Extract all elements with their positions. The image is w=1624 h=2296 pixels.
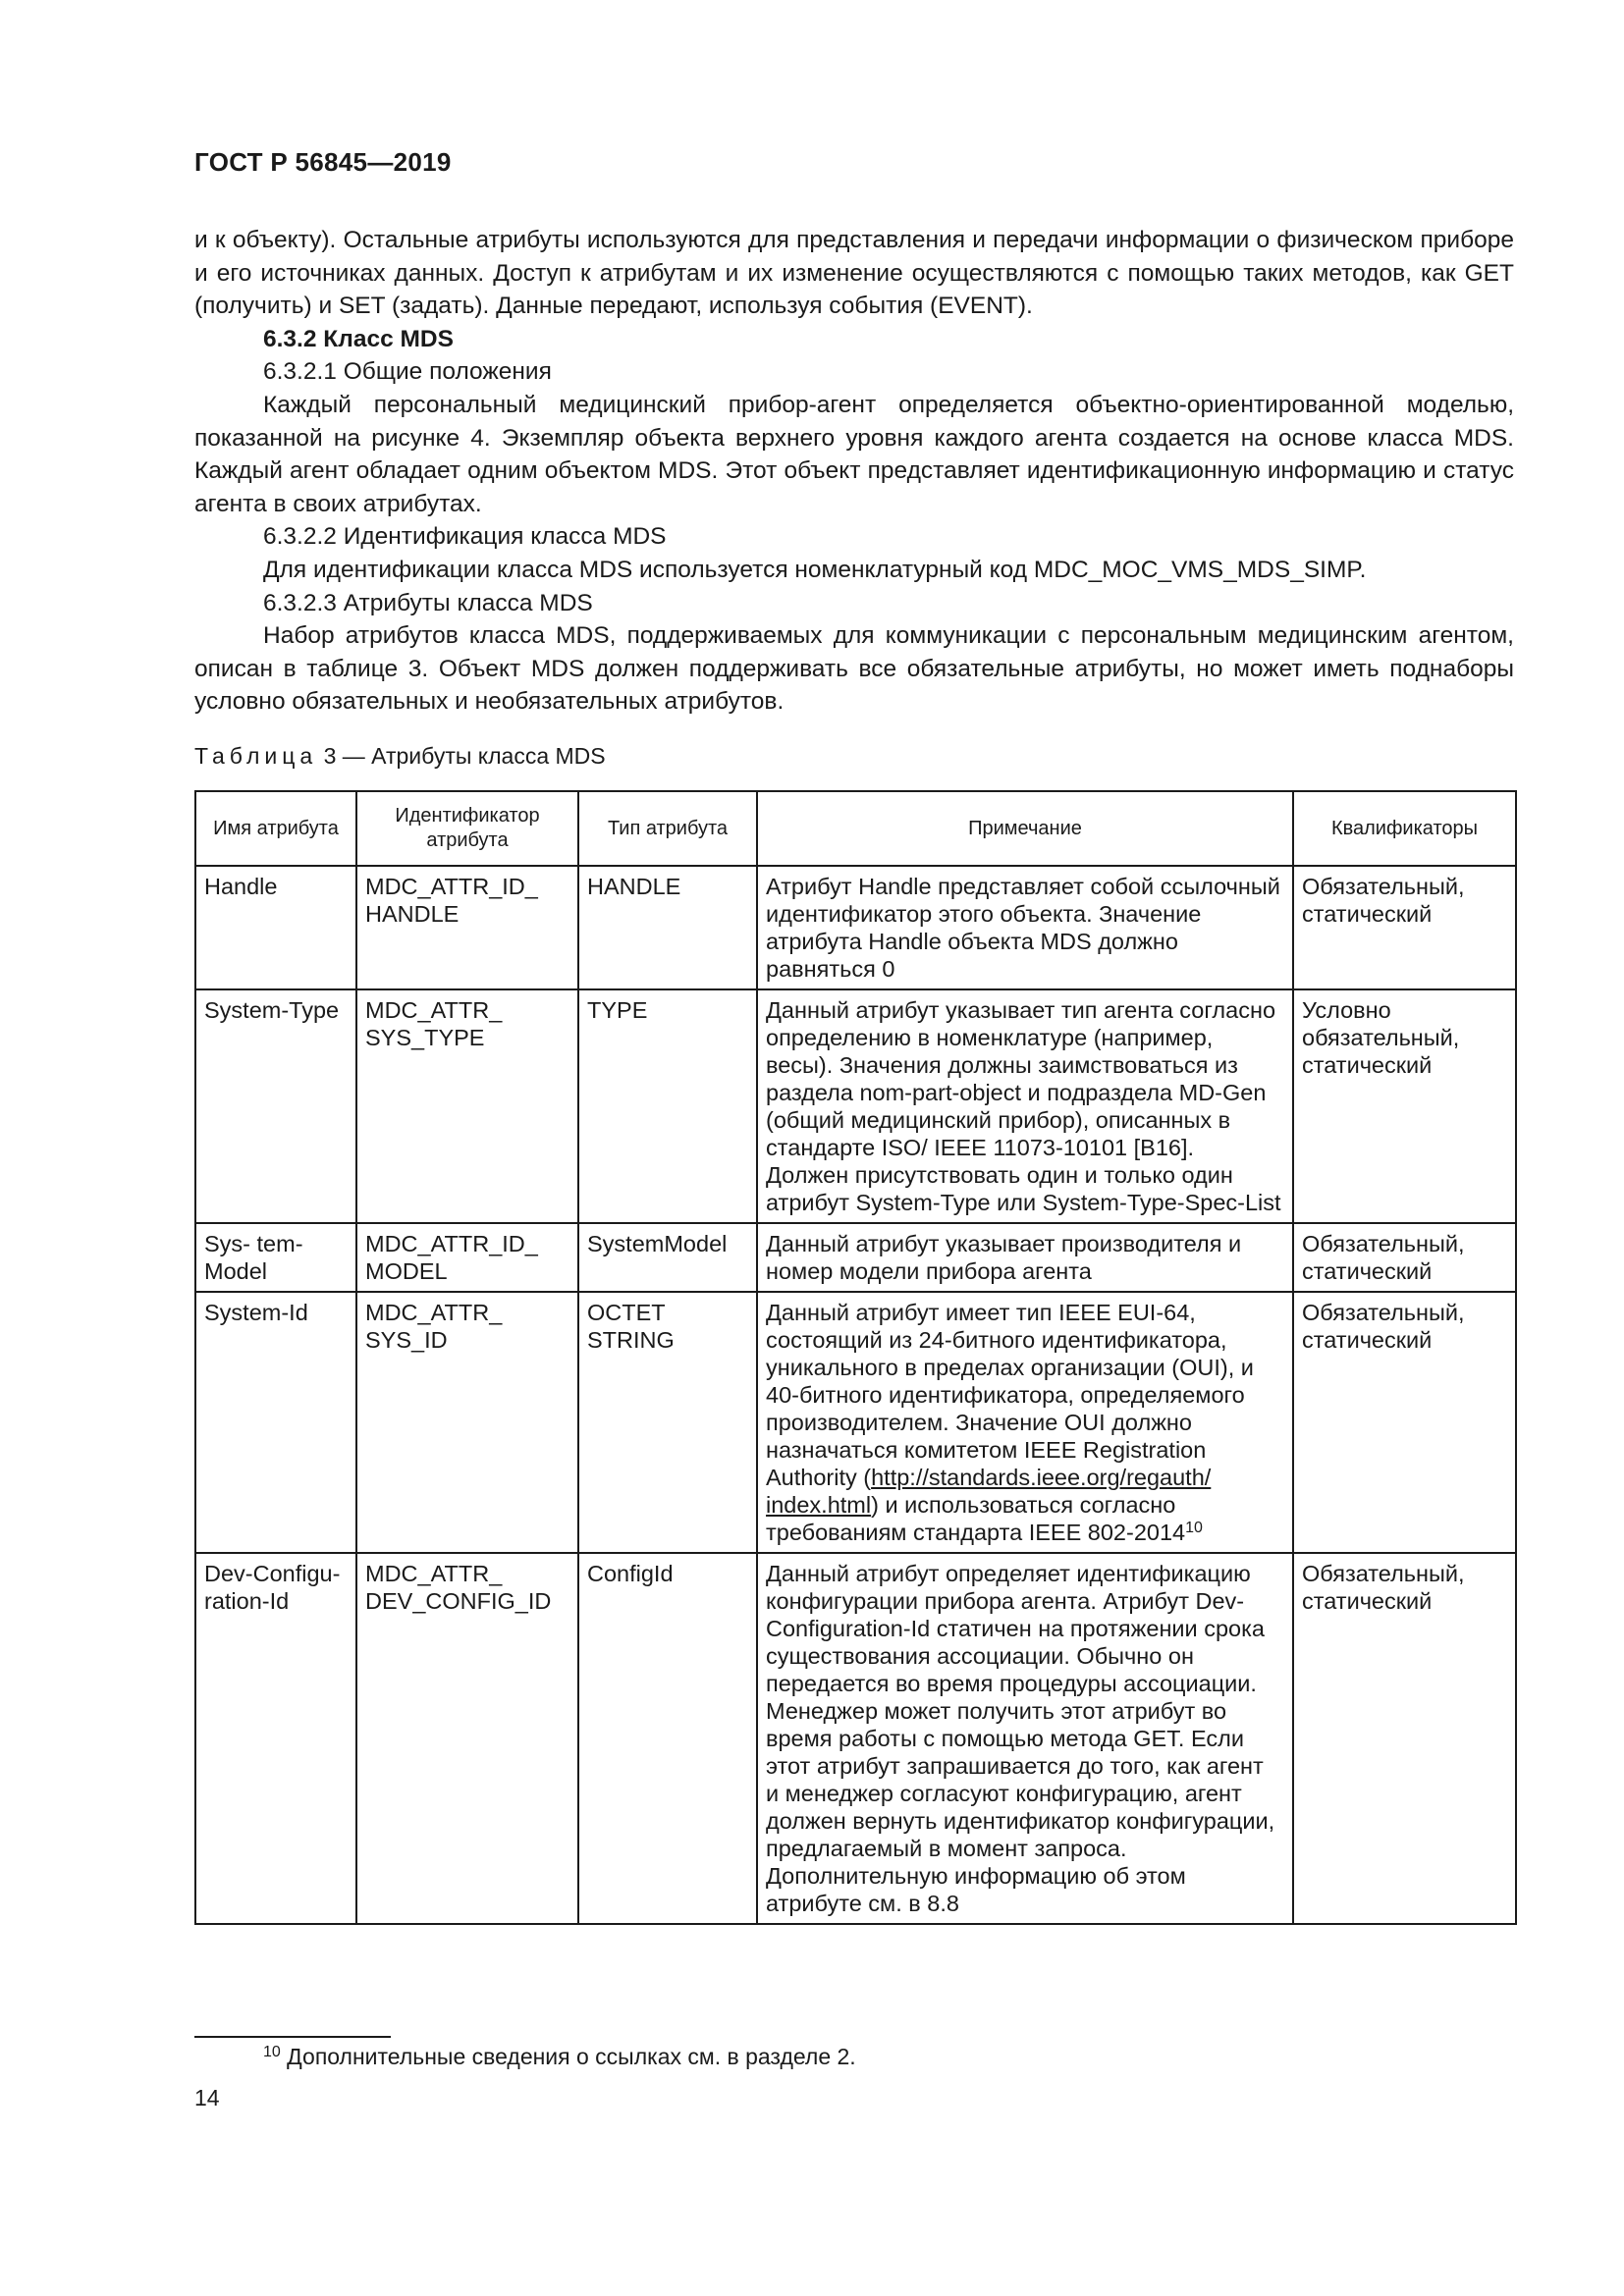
column-header-qualifiers: Квалификаторы xyxy=(1293,791,1516,866)
table-caption-label: Таблица xyxy=(194,743,318,769)
column-header-attr-name: Имя атрибута xyxy=(195,791,356,866)
table-caption xyxy=(194,743,606,770)
cell-qualifiers: Условно обязательный, статический xyxy=(1293,989,1516,1223)
cell-attr-type: ConfigId xyxy=(578,1553,757,1924)
cell-qualifiers: Обязательный, статический xyxy=(1293,1223,1516,1292)
cell-qualifiers: Обязательный, статический xyxy=(1293,1553,1516,1924)
cell-attr-id: MDC_ATTR_ID_ MODEL xyxy=(356,1223,578,1292)
cell-note: Данный атрибут определяет идентификацию конфигурации прибора агента. Атрибут Dev-Configuration-Id статичен на протяжении срока существования ассоциации. Обычно он передается во время процедуры ассоциации. Менеджер может получить этот атрибут во время работы с помощью метода GET. Если этот атрибут запрашивается до того, как агент и менеджер согласуют конфигурацию, агент должен вернуть идентификатор конфигурации, предлагаемый в момент запроса. Дополнительную информацию об этом атрибуте см. в 8.8 xyxy=(757,1553,1293,1924)
paragraph-mds-identification: Для идентификации класса MDS используется номенклатурный код MDC_MOC_VMS_MDS_SIMP. xyxy=(263,556,1367,583)
cell-attr-type: TYPE xyxy=(578,989,757,1223)
cell-qualifiers: Обязательный, статический xyxy=(1293,866,1516,989)
cell-note: Данный атрибут указывает производителя и номер модели прибора агента xyxy=(757,1223,1293,1292)
cell-attr-type: OCTET STRING xyxy=(578,1292,757,1553)
cell-note: Атрибут Handle представляет собой ссылочный идентификатор этого объекта. Значение атрибута Handle объекта MDS должно равняться 0 xyxy=(757,866,1293,989)
footnote-divider xyxy=(194,2036,391,2038)
section-heading-6-3-2-2: 6.3.2.2 Идентификация класса MDS xyxy=(263,523,667,551)
paragraph-mds-attributes: Набор атрибутов класса MDS, поддерживаемых для коммуникации с персональным медицинским агентом, описан в таблице 3. Объект MDS должен поддерживать все обязательные атрибуты, но может иметь поднаборы условно обязательных и необязательных атрибутов. xyxy=(194,622,1514,716)
paragraph-continuation: и к объекту). Остальные атрибуты используются для представления и передачи информации о физическом приборе и его источниках данных. Доступ к атрибутам и их изменение осуществляются с помощью таких методов, как GET (получить) и SET (задать). Данные передают, используя события (EVENT). xyxy=(194,227,1514,320)
note-text: ) и использоваться согласно требованиям стандарта IEEE 802-2014 xyxy=(766,1492,1186,1545)
cell-attr-type: HANDLE xyxy=(578,866,757,989)
cell-attr-name: System-Id xyxy=(195,1292,356,1553)
section-heading-6-3-2: 6.3.2 Класс MDS xyxy=(263,325,454,352)
footnote-text: Дополнительные сведения о ссылках см. в разделе 2. xyxy=(280,2044,856,2069)
cell-qualifiers: Обязательный, статический xyxy=(1293,1292,1516,1553)
cell-attr-id: MDC_ATTR_ID_ HANDLE xyxy=(356,866,578,989)
column-header-attr-id: Идентификатор атрибута xyxy=(356,791,578,866)
document-header: ГОСТ Р 56845—2019 xyxy=(194,147,452,177)
cell-attr-name: Handle xyxy=(195,866,356,989)
paragraph-mds-overview: Каждый персональный медицинский прибор-агент определяется объектно-ориентированной моделью, показанной на рисунке 4. Экземпляр объекта верхнего уровня каждого агента создается на основе класса MDS. Каждый агент обладает одним объектом MDS. Этот объект представляет идентификационную информацию и статус агента в своих атрибутах. xyxy=(194,391,1514,517)
cell-note xyxy=(757,1292,1293,1553)
body-text xyxy=(194,224,1514,719)
table-row xyxy=(195,1292,1516,1553)
cell-attr-id: MDC_ATTR_ SYS_TYPE xyxy=(356,989,578,1223)
footnote xyxy=(263,2042,856,2071)
note-text: Данный атрибут имеет тип IEEE EUI-64, состоящий из 24-битного идентификатора, уникального в пределах организации (OUI), и 40-битного идентификатора, определяемого производителем. Значение OUI должно назначаться комитетом IEEE Registration Authority ( xyxy=(766,1300,1254,1490)
column-header-note: Примечание xyxy=(757,791,1293,866)
table-row xyxy=(195,1223,1516,1292)
table-row xyxy=(195,989,1516,1223)
registration-authority-link[interactable]: http://standards.ieee.org/regauth/ index.html xyxy=(766,1465,1212,1518)
cell-attr-name: Dev-Configu- ration-Id xyxy=(195,1553,356,1924)
cell-attr-id: MDC_ATTR_ DEV_CONFIG_ID xyxy=(356,1553,578,1924)
table-row xyxy=(195,1553,1516,1924)
table-row xyxy=(195,866,1516,989)
table-header-row xyxy=(195,791,1516,866)
section-heading-6-3-2-1: 6.3.2.1 Общие положения xyxy=(263,358,552,386)
cell-note: Данный атрибут указывает тип агента согласно определению в номенклатуре (например, весы). Значения должны заимствоваться из раздела nom-part-object и подраздела MD-Gen (общий медицинский прибор), описанных в стандарте ISO/ IEEE 11073-10101 [B16]. Должен присутствовать один и только один атрибут System-Type или System-Type-Spec-List xyxy=(757,989,1293,1223)
cell-attr-name: Sys- tem-Model xyxy=(195,1223,356,1292)
cell-attr-id: MDC_ATTR_ SYS_ID xyxy=(356,1292,578,1553)
mds-attributes-table xyxy=(194,790,1517,1925)
footnote-marker: 10 xyxy=(263,2044,281,2060)
cell-attr-type: SystemModel xyxy=(578,1223,757,1292)
page-number: 14 xyxy=(194,2085,220,2110)
footnote-ref: 10 xyxy=(1185,1520,1203,1536)
section-heading-6-3-2-3: 6.3.2.3 Атрибуты класса MDS xyxy=(263,589,593,616)
column-header-attr-type: Тип атрибута xyxy=(578,791,757,866)
table-caption-text: 3 — Атрибуты класса MDS xyxy=(317,743,606,769)
cell-attr-name: System-Type xyxy=(195,989,356,1223)
